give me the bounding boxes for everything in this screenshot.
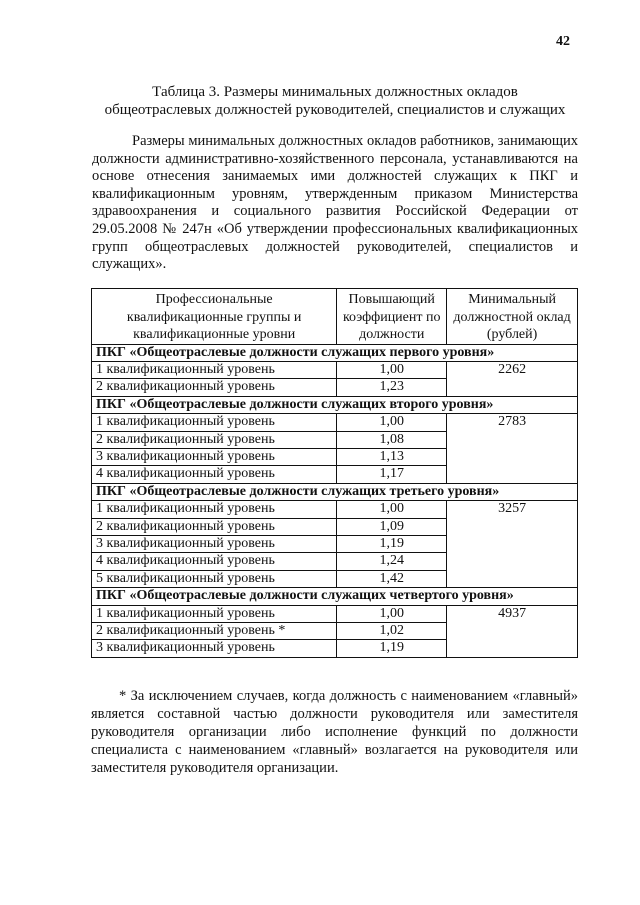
coefficient-cell: 1,23 [337, 379, 447, 396]
salary-cell: 2783 [447, 414, 578, 484]
table-header-row [92, 289, 578, 345]
table-row [92, 501, 578, 518]
intro-paragraph: Размеры минимальных должностных окладов работников, занимающих должности административно-хозяйственного персонала, устанавливаются на основе отнесения занимаемых ими должностей служащих к ПКГ и квалификационным уровням, утвержденным приказом Министерства здравоохранения и социального развития Российской Федерации от 29.05.2008 № 247н «Об утверждении профессиональных квалификационных групп общеотраслевых должностей руководителей, специалистов и служащих». [92, 133, 578, 273]
level-cell: 5 квалификационный уровень [92, 570, 337, 587]
header-salary: Минимальный должностной оклад (рублей) [447, 289, 578, 345]
group-row [92, 344, 578, 361]
salary-cell: 2262 [447, 361, 578, 396]
coefficient-cell: 1,00 [337, 414, 447, 431]
level-cell: 1 квалификационный уровень [92, 501, 337, 518]
page-number: 42 [556, 34, 570, 49]
table-title-line-2: общеотраслевых должностей руководителей, специалистов и служащих [104, 102, 566, 118]
group-row [92, 588, 578, 605]
coefficient-cell: 1,09 [337, 518, 447, 535]
coefficient-cell: 1,17 [337, 466, 447, 483]
group-name: ПКГ «Общеотраслевые должности служащих третьего уровня» [92, 483, 578, 500]
coefficient-cell: 1,08 [337, 431, 447, 448]
header-coefficient: Повышающий коэффициент по должности [337, 289, 447, 345]
coefficient-cell: 1,00 [337, 361, 447, 378]
salary-table [91, 288, 578, 658]
header-groups: Профессиональные квалификационные группы и квалификационные уровни [92, 289, 337, 345]
table-row [92, 605, 578, 622]
level-cell: 1 квалификационный уровень [92, 361, 337, 378]
group-row [92, 396, 578, 413]
table-row [92, 361, 578, 378]
level-cell: 4 квалификационный уровень [92, 466, 337, 483]
coefficient-cell: 1,19 [337, 535, 447, 552]
salary-cell: 4937 [447, 605, 578, 657]
level-cell: 4 квалификационный уровень [92, 553, 337, 570]
level-cell: 1 квалификационный уровень [92, 414, 337, 431]
coefficient-cell: 1,02 [337, 623, 447, 640]
footnote: * За исключением случаев, когда должность с наименованием «главный» является составной частью должности руководителя или заместителя руководителя организации либо исполнение функций по должности специалиста с наименованием «главный» возлагается на руководителя или заместителя руководителя организации. [91, 688, 578, 776]
level-cell: 2 квалификационный уровень [92, 379, 337, 396]
table-title-line-1: Таблица 3. Размеры минимальных должностных окладов [152, 84, 518, 100]
coefficient-cell: 1,24 [337, 553, 447, 570]
group-name: ПКГ «Общеотраслевые должности служащих четвертого уровня» [92, 588, 578, 605]
salary-cell: 3257 [447, 501, 578, 588]
table-title [90, 83, 580, 119]
table-body [92, 344, 578, 657]
level-cell: 3 квалификационный уровень [92, 448, 337, 465]
table-row [92, 414, 578, 431]
level-cell: 3 квалификационный уровень [92, 535, 337, 552]
group-name: ПКГ «Общеотраслевые должности служащих второго уровня» [92, 396, 578, 413]
level-cell: 2 квалификационный уровень [92, 431, 337, 448]
level-cell: 2 квалификационный уровень * [92, 623, 337, 640]
level-cell: 3 квалификационный уровень [92, 640, 337, 657]
level-cell: 2 квалификационный уровень [92, 518, 337, 535]
level-cell: 1 квалификационный уровень [92, 605, 337, 622]
coefficient-cell: 1,13 [337, 448, 447, 465]
coefficient-cell: 1,42 [337, 570, 447, 587]
group-row [92, 483, 578, 500]
coefficient-cell: 1,00 [337, 501, 447, 518]
coefficient-cell: 1,19 [337, 640, 447, 657]
coefficient-cell: 1,00 [337, 605, 447, 622]
group-name: ПКГ «Общеотраслевые должности служащих первого уровня» [92, 344, 578, 361]
